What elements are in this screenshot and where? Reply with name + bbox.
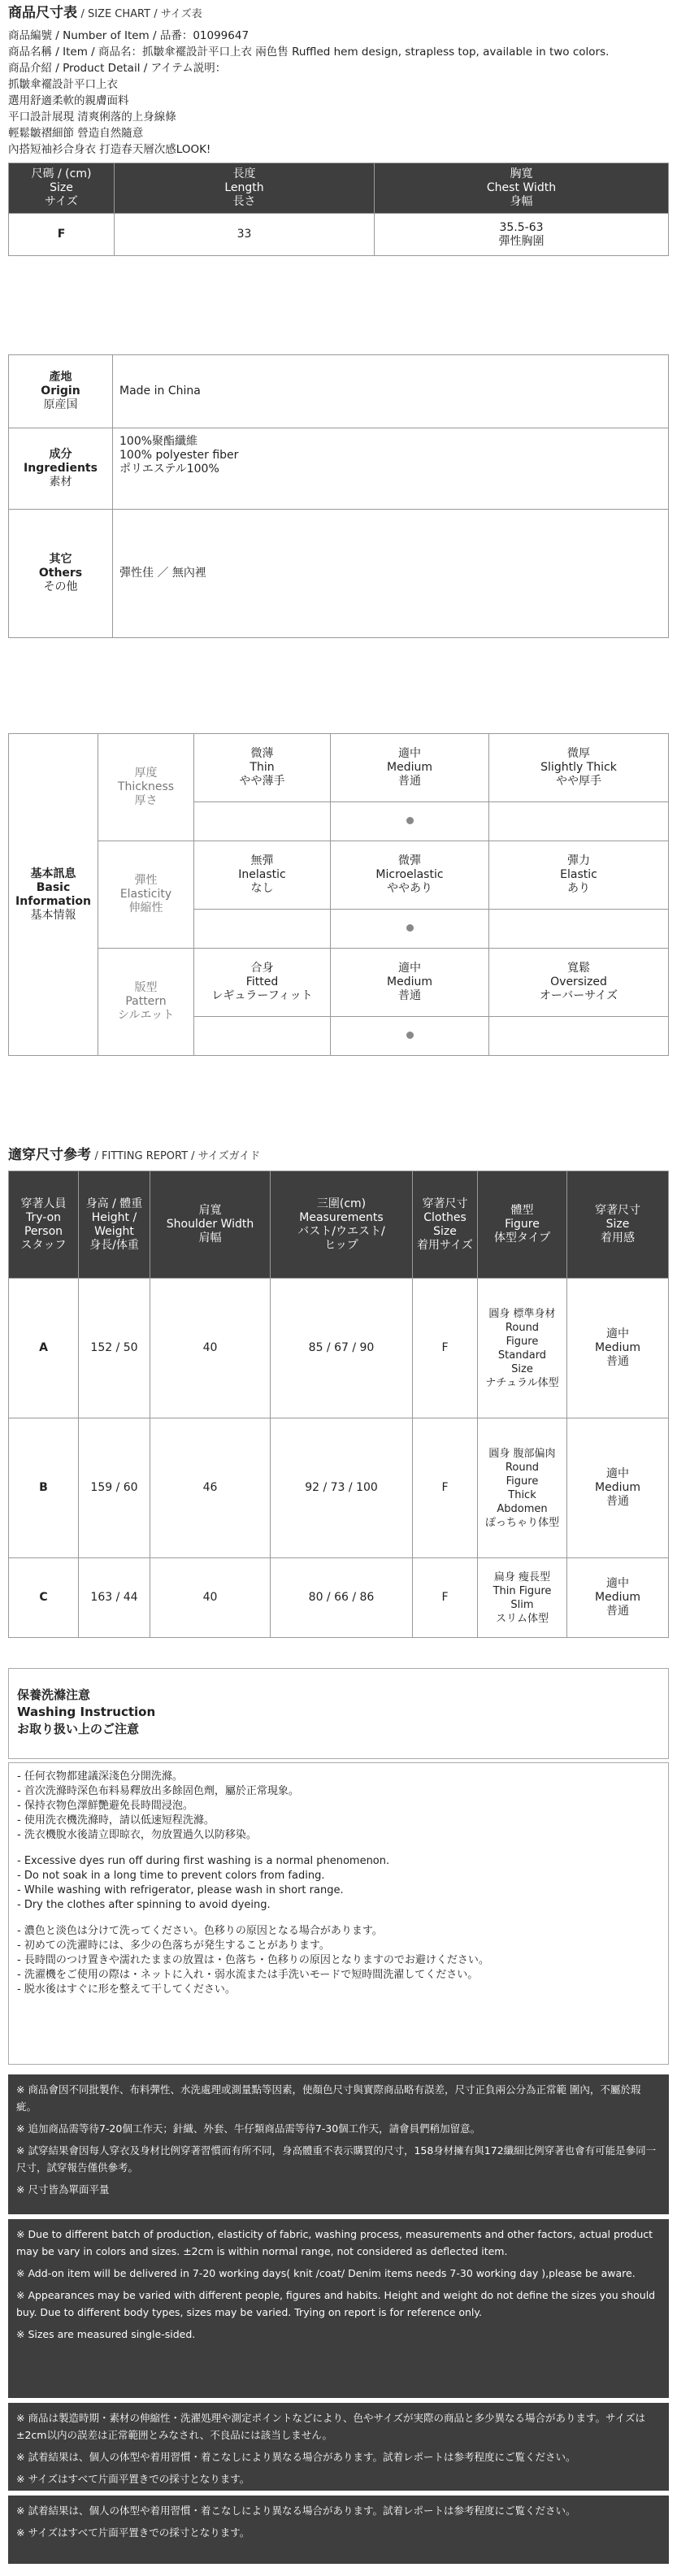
pattern-label: 版型 Pattern シルエット [98,949,194,1056]
elasticity-option-elastic: 彈力 Elastic あり [489,841,669,910]
item-detail-label: 商品介紹 / Product Detail / アイテム説明： [8,62,227,75]
notes-zh: ※ 商品會因不同批製作、布料彈性、水洗處理或測量點等因素，使顏色尺寸與實際商品略有誤差，尺寸正負兩公分為正常範 圍內，不屬於瑕疵。 ※ 追加商品需等待7-20個工作天；針織、外套、牛仔類商品需等待7-30個工作天，請會員們稍加留意。 ※ 試穿結果會因每人穿衣及身材比例穿著習慣而有所不同，身高體重不表示購買的尺寸，158身材擁有與172纖細比例穿著也會有可能是參同一尺寸，試穿報告僅供參考。 ※ 尺寸皆為單面平量 [8,2074,669,2214]
item-detail-line: 平口設計展現 清爽俐落的上身線條 [8,111,176,124]
fitting-heading [8,1146,669,1166]
fitting-row: C 163 / 44 40 80 / 66 / 86 F 扁身 瘦長型 Thin Figure Slim スリム体型 適中 Medium 普通 [9,1558,669,1638]
item-detail-line: 抓皺傘襬設計平口上衣 [8,78,118,91]
size-chart-title: 商品尺寸表 [8,5,77,21]
washing-title: 保養洗滌注意 Washing Instruction お取り扱い上のご注意 [8,1668,669,1759]
elasticity-option-micro: 微彈 Microelastic ややあり [331,841,489,910]
thickness-option-thin: 微薄 Thin やや薄手 [194,734,331,802]
notes-en: ※ Due to different batch of production, elasticity of fabric, washing process, measurements and other factors, actual product may be vary in colors and sizes. ±2cm is within normal range, not considered as deflected item. ※ Add-on item will be delivered in 7-20 working days( knit /coat/ Denim items needs 7-30 working day ),please be aware. ※ Appearances may be varied with different people, figures and habits. Height and weight do not define the sizes you should buy. Due to different body types, sizes may be varied. Trying on report is for reference only. ※ Sizes are measured single-sided. [8,2219,669,2398]
fitting-row: A 152 / 50 40 85 / 67 / 90 F 圓身 標準身材 Round Figure Standard Size ナチュラル体型 適中 Medium 普通 [9,1279,669,1418]
header-person: 穿著人員 Try-on Person スタッフ [9,1171,79,1279]
ingredients-label: 成分 Ingredients 素材 [9,428,113,510]
others-value: 彈性佳 ／ 無內裡 [113,510,669,638]
selected-dot-icon [406,924,414,932]
notes-jp: ※ 商品は製造時期・素材の伸縮性・洗濯処理や測定ポイントなどにより、色やサイズが実際の商品と多少異なる場合があります。サイズは±2cm以内の誤差は正常範囲とみなされ、不良品には該当しません。 ※ 試着結果は、個人の体型や着用習慣・着こなしにより異なる場合があります。試着レポートは参考程度にご覧ください。 ※ サイズはすべて片面平置きでの採寸となります。 [8,2403,669,2491]
material-row-ingredients [9,428,669,510]
product-info [8,28,669,158]
fitting-row: B 159 / 60 46 92 / 73 / 100 F 圓身 腹部偏肉 Round Figure Thick Abdomen ぽっちゃり体型 適中 Medium 普通 [9,1418,669,1558]
item-name: 商品名稱 / Item / 商品名：抓皺傘襬設計平口上衣 兩色售 Ruffled hem design, strapless top, available in two colors. [8,46,610,59]
fitting-table-header [9,1171,669,1279]
origin-label: 產地 Origin 原産国 [9,355,113,428]
item-detail-line: 內搭短袖衫合身衣 打造春天層次感LOOK! [8,143,211,156]
header-measurements: 三圍(cm) Measurements バスト/ウエスト/ ヒップ [271,1171,413,1279]
selected-dot-icon [406,817,414,824]
size-chart-section [8,5,669,256]
fitting-title-suffix: / FITTING REPORT / サイズガイド [94,1150,261,1162]
size-value: F [9,214,115,256]
basic-info-label: 基本訊息 Basic Information 基本情報 [9,734,98,1056]
header-height-weight: 身高 / 體重 Height / Weight 身長/体重 [79,1171,150,1279]
fitting-title: 適穿尺寸參考 [8,1147,91,1163]
pattern-option-medium: 適中 Medium 普通 [331,949,489,1017]
size-table-header [9,163,669,214]
ingredients-value: 100%聚酯纖維 100% polyester fiber ポリエステル100% [113,428,669,510]
thickness-option-medium: 適中 Medium 普通 [331,734,489,802]
size-table-row [9,214,669,256]
header-size: 尺碼 / (cm) Size サイズ [9,163,115,214]
item-number: 商品編號 / Number of Item / 品番：01099647 [8,29,250,42]
length-value: 33 [115,214,375,256]
elasticity-option-inelastic: 無彈 Inelastic なし [194,841,331,910]
fitting-table [8,1171,669,1638]
size-chart-heading [8,5,669,23]
item-detail-line: 選用舒適柔軟的親膚面料 [8,94,129,107]
material-table [8,354,669,638]
material-row-others [9,510,669,638]
thickness-option-thick: 微厚 Slightly Thick やや厚手 [489,734,669,802]
origin-value: Made in China [113,355,669,428]
header-chest: 胸寬 Chest Width 身幅 [375,163,669,214]
material-row-origin [9,355,669,428]
notes-jp-repeat: ※ 試着結果は、個人の体型や着用習慣・着こなしにより異なる場合があります。試着レポートは参考程度にご覧ください。 ※ サイズはすべて片面平置きでの採寸となります。 [8,2496,669,2564]
header-fit: 穿著尺寸 Size 着用感 [567,1171,669,1279]
size-table [8,163,669,256]
pattern-option-oversized: 寬鬆 Oversized オーバーサイズ [489,949,669,1017]
others-label: 其它 Others その他 [9,510,113,638]
size-chart-title-suffix: / SIZE CHART / サイズ表 [80,8,202,20]
elasticity-label: 彈性 Elasticity 伸縮性 [98,841,194,949]
header-figure: 體型 Figure 体型タイプ [478,1171,567,1279]
selected-dot-icon [406,1032,414,1039]
washing-section [8,1668,669,2065]
header-length: 長度 Length 長さ [115,163,375,214]
thickness-label: 厚度 Thickness 厚さ [98,734,194,841]
notes-section [8,2074,669,2564]
header-shoulder: 肩寬 Shoulder Width 肩幅 [150,1171,271,1279]
fitting-section [8,1146,669,1638]
basic-info-section [8,733,669,1056]
pattern-option-fitted: 合身 Fitted レギュラーフィット [194,949,331,1017]
chest-value: 35.5-63 彈性胸圍 [375,214,669,256]
basic-info-table [8,733,669,1056]
washing-instructions: - 任何衣物都建議深淺色分開洗滌。 - 首次洗滌時深色布料易釋放出多餘固色劑，屬於正常現象。 - 保持衣物色澤鮮艷避免長時間浸泡。 - 使用洗衣機洗滌時，請以低速短程洗滌。 - 洗衣機脫水後請立即晾衣，勿放置過久以防移染。 - Excessive dyes run off during first washing is a normal phenomenon. - Do not soak in a long time to prevent colors from fading. - While washing with refrigerator, please wash in short range. - Dry the clothes after spinning to avoid dyeing. - 濃色と淡色は分けて洗ってください。色移りの原因となる場合があります。 - 初めての洗濯時には、多少の色落ちが発生することがあります。 - 長時間のつけ置きや濡れたままの放置は・色落ち・色移りの原因となりますのでお避けください。 - 洗濯機をご使用の際は・ネットに入れ・弱水流または手洗いモードで短時間洗濯してください。 - 脱水後はすぐに形を整えて干してください。 [8,1762,669,2065]
item-detail-line: 輕鬆皺褶細節 營造自然隨意 [8,127,144,140]
header-clothes-size: 穿著尺寸 Clothes Size 着用サイズ [413,1171,478,1279]
material-section [8,354,669,638]
